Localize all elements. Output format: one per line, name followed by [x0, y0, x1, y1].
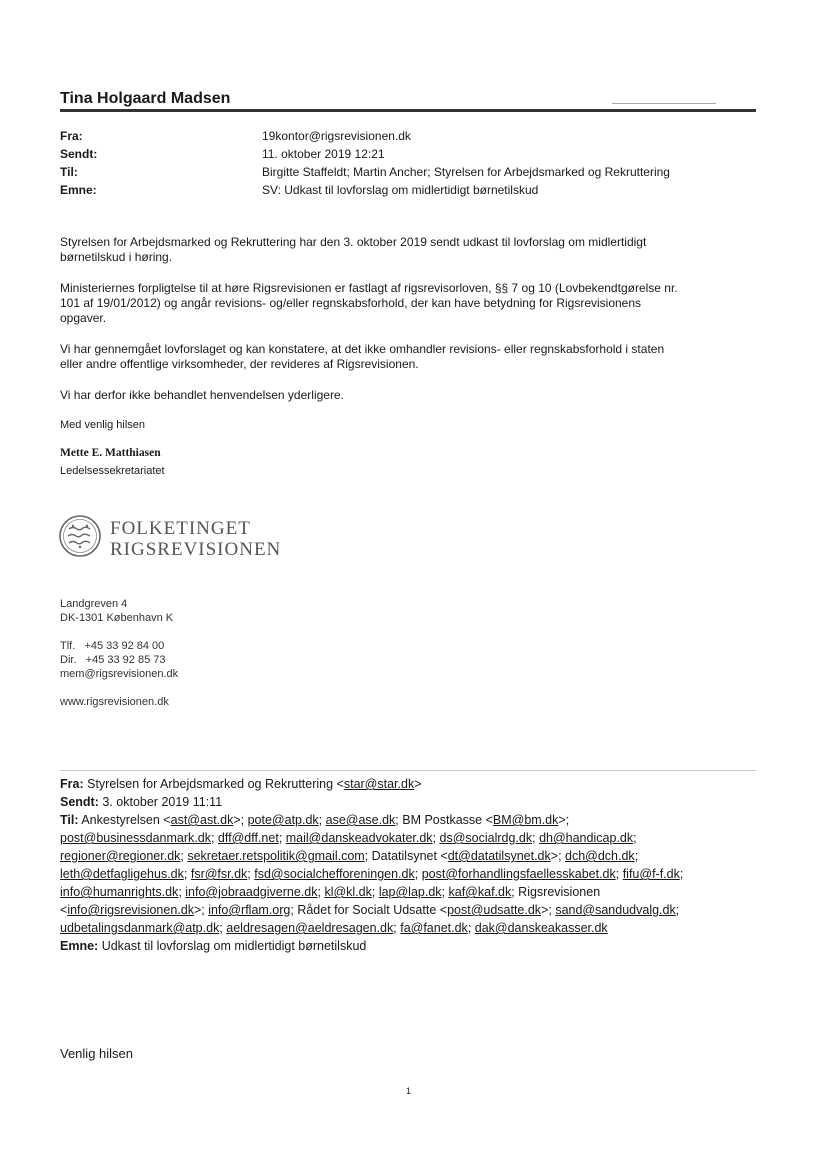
fwd-to-line-1: [60, 811, 760, 829]
fwd-text: ;: [441, 885, 449, 899]
fwd-to-line-2: [60, 829, 760, 847]
p2-line2: 101 af 19/01/2012) og angår revisions- og/eller regnskabsforhold, der kan have betydning for Rigsrevisionens: [60, 296, 642, 310]
fwd-from-text: Styrelsen for Arbejdsmarked og Rekruttering <: [87, 777, 344, 791]
fwd-to-line-7: [60, 919, 760, 937]
fwd-text: <: [60, 903, 68, 917]
fwd-text: ;: [467, 921, 475, 935]
signature-name: Mette E. Matthiasen: [60, 447, 161, 459]
recipient-email[interactable]: pote@atp.dk: [247, 813, 319, 827]
fwd-text: ;: [393, 921, 401, 935]
fwd-text: ; Rigsrevisionen: [511, 885, 601, 899]
body-paragraph-1: [60, 235, 760, 265]
phone-tlf: Tlf. +45 33 92 84 00: [60, 640, 165, 652]
fwd-text: >;: [541, 903, 556, 917]
recipient-email[interactable]: info@humanrights.dk: [60, 885, 179, 899]
fwd-text: ;: [634, 849, 639, 863]
fwd-text: ;: [318, 813, 326, 827]
fwd-text: ;: [317, 885, 325, 899]
fwd-subject: [60, 937, 760, 955]
recipient-email[interactable]: post@udsatte.dk: [447, 903, 542, 917]
subject-value: SV: Udkast til lovforslag om midlertidigt børnetilskud: [262, 183, 539, 197]
fwd-text: ; Datatilsynet <: [364, 849, 448, 863]
fwd-sent: [60, 793, 760, 811]
recipient-email[interactable]: BM@bm.dk: [492, 813, 559, 827]
fwd-text: ;: [633, 831, 637, 845]
recipient-email[interactable]: dh@handicap.dk: [539, 831, 634, 845]
recipient-email[interactable]: kl@kl.dk: [324, 885, 372, 899]
recipient-email[interactable]: udbetalingsdanmark@atp.dk: [60, 921, 220, 935]
subject-label: Emne:: [60, 183, 97, 197]
fwd-text: ; BM Postkasse <: [395, 813, 493, 827]
recipient-email[interactable]: leth@detfagligehus.dk: [60, 867, 184, 881]
website-link[interactable]: www.rigsrevisionen.dk: [60, 696, 169, 708]
fwd-text: ;: [180, 849, 188, 863]
recipient-email[interactable]: post@forhandlingsfaellesskabet.dk: [421, 867, 616, 881]
recipient-email[interactable]: ase@ase.dk: [325, 813, 396, 827]
recipient-email[interactable]: post@businessdanmark.dk: [60, 831, 211, 845]
recipient-email[interactable]: fsd@socialchefforeningen.dk: [254, 867, 415, 881]
from-label: Fra:: [60, 129, 83, 143]
recipient-email[interactable]: info@rigsrevisionen.dk: [67, 903, 194, 917]
recipient-email[interactable]: sekretaer.retspolitik@gmail.com: [187, 849, 365, 863]
recipient-email[interactable]: ast@ast.dk: [170, 813, 234, 827]
recipient-email[interactable]: dak@danskeakasser.dk: [474, 921, 608, 935]
page-number: 1: [406, 1086, 412, 1096]
p1-line1: Styrelsen for Arbejdsmarked og Rekruttering har den 3. oktober 2019 sendt udkast til lovforslag om midlertidigt: [60, 235, 647, 249]
fwd-subject-label: Emne:: [60, 939, 99, 953]
fwd-text: Ankestyrelsen <: [81, 813, 171, 827]
fwd-text: >;: [193, 903, 209, 917]
folketinget-emblem-icon: [58, 514, 102, 558]
fwd-to-line-4: [60, 865, 760, 883]
title-rule-light: [612, 103, 716, 104]
fwd-text: ;: [247, 867, 255, 881]
fwd-to-line-3: [60, 847, 760, 865]
fwd-from-label: Fra:: [60, 777, 84, 791]
p3-line2: eller andre offentlige virksomheder, der revideres af Rigsrevisionen.: [60, 357, 419, 371]
fwd-text: >;: [233, 813, 248, 827]
phone-dir: Dir. +45 33 92 85 73: [60, 654, 166, 666]
fwd-from-email[interactable]: star@star.dk: [343, 777, 415, 791]
greeting: Med venlig hilsen: [60, 419, 145, 431]
recipient-email[interactable]: aeldresagen@aeldresagen.dk: [226, 921, 394, 935]
recipient-email[interactable]: dch@dch.dk: [565, 849, 635, 863]
fwd-text: ; Rådet for Socialt Udsatte <: [290, 903, 448, 917]
fwd-from-end: >: [414, 777, 422, 791]
address-street: Landgreven 4: [60, 598, 128, 610]
from-value[interactable]: 19kontor@rigsrevisionen.dk: [262, 129, 411, 143]
fwd-sent-value: 3. oktober 2019 11:11: [102, 795, 223, 809]
fwd-text: ;: [183, 867, 191, 881]
recipient-email[interactable]: sand@sandudvalg.dk: [555, 903, 676, 917]
address-city: DK-1301 København K: [60, 612, 174, 624]
closing-greeting: Venlig hilsen: [60, 1046, 133, 1061]
p1-line2: børnetilskud i høring.: [60, 250, 173, 264]
fwd-to-line-5: [60, 883, 760, 901]
recipient-email[interactable]: kaf@kaf.dk: [448, 885, 512, 899]
fwd-text: ;: [432, 831, 440, 845]
fwd-sent-label: Sendt:: [60, 795, 99, 809]
recipient-email[interactable]: info@rflam.org: [208, 903, 291, 917]
forward-divider: [60, 770, 756, 771]
logo-text-folketinget: FOLKETINGET: [110, 518, 251, 539]
fwd-text: ;: [278, 831, 286, 845]
fwd-text: ;: [371, 885, 379, 899]
signature-department: Ledelsessekretariatet: [60, 465, 165, 477]
fwd-text: ;: [532, 831, 540, 845]
sent-value: 11. oktober 2019 12:21: [262, 147, 385, 161]
to-label: Til:: [60, 165, 78, 179]
fwd-text: ;: [210, 831, 218, 845]
fwd-text: ;: [615, 867, 623, 881]
fwd-text: ;: [414, 867, 422, 881]
fwd-text: >;: [558, 813, 570, 827]
body-paragraph-4: Vi har derfor ikke behandlet henvendelsen yderligere.: [60, 388, 344, 402]
title-rule: [60, 109, 756, 112]
recipient-email[interactable]: mail@danskeadvokater.dk: [285, 831, 433, 845]
recipient-email[interactable]: regioner@regioner.dk: [60, 849, 181, 863]
recipient-email[interactable]: dff@dff.net: [217, 831, 279, 845]
fwd-text: ;: [219, 921, 227, 935]
logo-text-rigsrevisionen: RIGSREVISIONEN: [110, 539, 282, 560]
sender-name: Tina Holgaard Madsen: [60, 90, 231, 107]
recipient-email[interactable]: info@jobraadgiverne.dk: [185, 885, 318, 899]
fwd-from: [60, 775, 760, 793]
fwd-text: ;: [679, 867, 684, 881]
p3-line1: Vi har gennemgået lovforslaget og kan konstatere, at det ikke omhandler revisions- eller regnskabsforhold i staten: [60, 342, 665, 356]
recipient-email[interactable]: lap@lap.dk: [378, 885, 442, 899]
fwd-text: ;: [178, 885, 186, 899]
recipient-email[interactable]: dt@datatilsynet.dk: [447, 849, 551, 863]
body-paragraph-3: [60, 342, 760, 372]
recipient-email[interactable]: fifu@f-f.dk: [622, 867, 680, 881]
recipient-email[interactable]: fa@fanet.dk: [400, 921, 468, 935]
sent-label: Sendt:: [60, 147, 98, 161]
p2-line3: opgaver.: [60, 311, 107, 325]
recipient-email[interactable]: ds@socialrdg.dk: [439, 831, 533, 845]
contact-email[interactable]: mem@rigsrevisionen.dk: [60, 668, 179, 680]
to-value: Birgitte Staffeldt; Martin Ancher; Styrelsen for Arbejdsmarked og Rekruttering: [262, 165, 670, 179]
fwd-to-line-6: [60, 901, 760, 919]
fwd-text: ;: [675, 903, 680, 917]
body-paragraph-2: [60, 281, 760, 326]
fwd-to-label: Til:: [60, 813, 79, 827]
p2-line1: Ministeriernes forpligtelse til at høre Rigsrevisionen er fastlagt af rigsrevisorloven, §§ 7 og 10 (Lovbekendtgørelse nr.: [60, 281, 678, 295]
fwd-text: >;: [550, 849, 566, 863]
fwd-subject-value: Udkast til lovforslag om midlertidigt børnetilskud: [101, 939, 367, 953]
recipient-email[interactable]: fsr@fsr.dk: [190, 867, 248, 881]
